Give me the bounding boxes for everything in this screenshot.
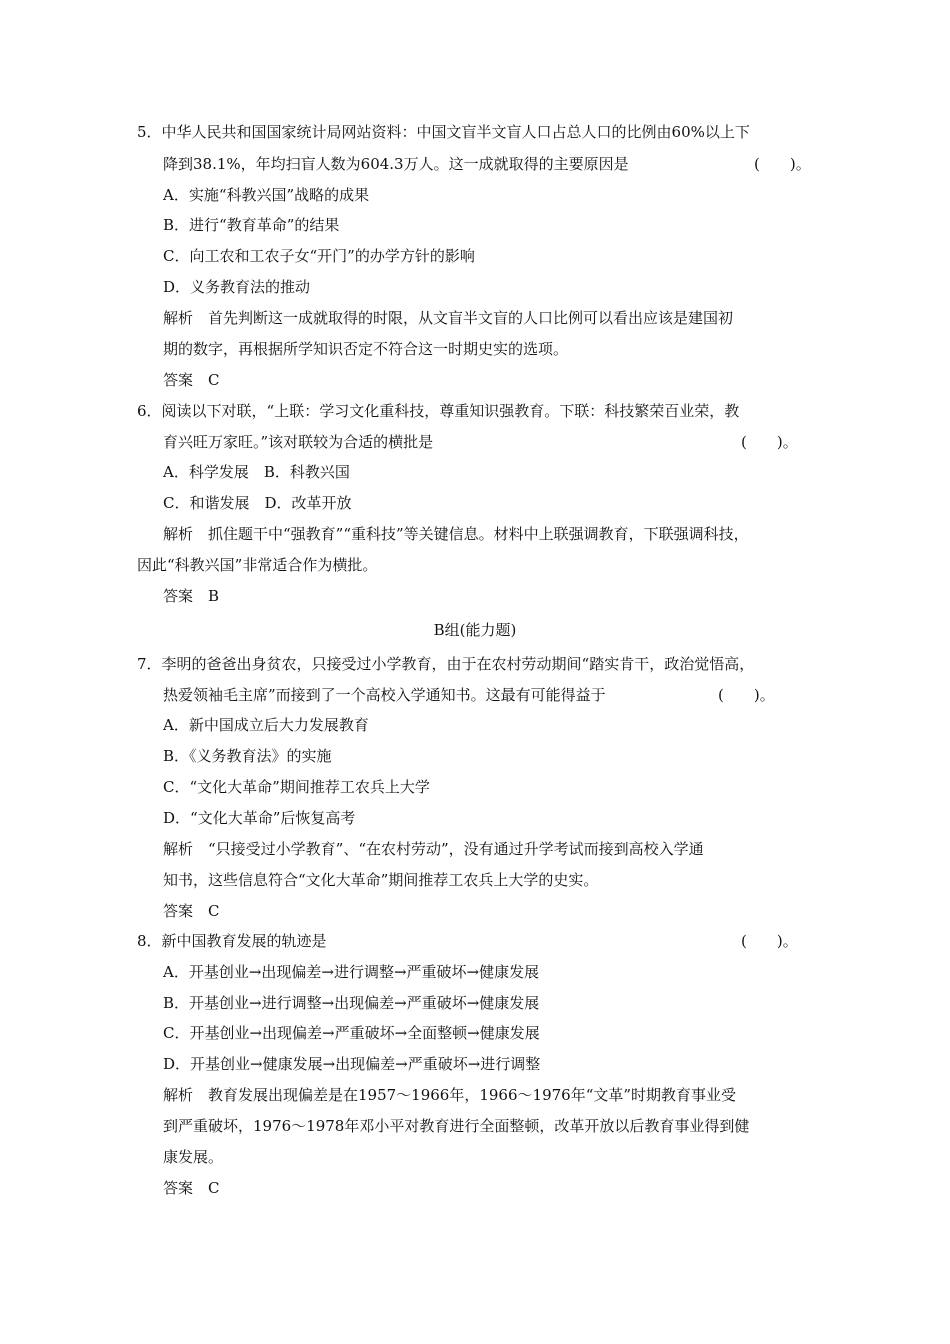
question-5-option-d: D．义务教育法的推动 (163, 278, 311, 296)
question-7-analysis-line-2: 知书，这些信息符合“文化大革命”期间推荐工农兵上大学的史实。 (163, 871, 599, 889)
question-5-analysis-line-2: 期的数字，再根据所学知识否定不符合这一时期史实的选项。 (163, 340, 569, 358)
question-5-answer-bracket: ( )。 (754, 155, 811, 173)
question-6-answer: 答案 B (163, 587, 220, 605)
question-6-stem-line-1: 6．阅读以下对联，“上联：学习文化重科技，尊重知识强教育。下联：科技繁荣百业荣，教 (137, 402, 740, 420)
question-7-option-c: C．“文化大革命”期间推荐工农兵上大学 (163, 778, 430, 796)
question-5-option-a: A．实施“科教兴国”战略的成果 (163, 186, 370, 204)
question-8-option-a: A．开基创业→出现偏差→进行调整→严重破坏→健康发展 (163, 963, 540, 981)
question-5-answer: 答案 C (163, 371, 220, 389)
question-5-option-c: C．向工农和工农子女“开门”的办学方针的影响 (163, 247, 475, 265)
question-7-option-a: A．新中国成立后大力发展教育 (163, 716, 369, 734)
question-8-answer-bracket: ( )。 (741, 932, 798, 950)
question-7-stem-line-2: 热爱领袖毛主席”而接到了一个高校入学通知书。这最有可能得益于 (163, 686, 606, 704)
question-6-options-row-2: C．和谐发展 D．改革开放 (163, 494, 352, 512)
question-8-stem: 8．新中国教育发展的轨迹是 (137, 932, 327, 950)
question-6-analysis-line-1: 解析 抓住题干中“强教育”“重科技”等关键信息。材料中上联强调教育，下联强调科技， (163, 525, 749, 543)
question-8-analysis-line-2: 到严重破坏，1976～1978年邓小平对教育进行全面整顿，改革开放以后教育事业得到健 (163, 1117, 750, 1135)
question-8-answer: 答案 C (163, 1179, 220, 1197)
question-8-option-c: C．开基创业→出现偏差→严重破坏→全面整顿→健康发展 (163, 1024, 540, 1042)
question-7-stem-line-1: 7．李明的爸爸出身贫农，只接受过小学教育，由于在农村劳动期间“踏实肯干，政治觉悟高， (137, 655, 755, 673)
question-7-answer-bracket: ( )。 (718, 686, 775, 704)
question-6-answer-bracket: ( )。 (741, 433, 798, 451)
question-5-stem-line-1: 5．中华人民共和国国家统计局网站资料：中国文盲半文盲人口占总人口的比例由60%以上下 (137, 123, 750, 141)
question-6-analysis-line-2: 因此“科教兴国”非常适合作为横批。 (137, 556, 378, 574)
question-5-analysis-line-1: 解析 首先判断这一成就取得的时限，从文盲半文盲的人口比例可以看出应该是建国初 (163, 309, 734, 327)
question-8-analysis-line-3: 康发展。 (163, 1148, 224, 1166)
question-7-analysis-line-1: 解析 “只接受过小学教育”、“在农村劳动”，没有通过升学考试而接到高校入学通 (163, 840, 704, 858)
question-7-option-b: B．《义务教育法》的实施 (163, 747, 332, 765)
question-6-options-row-1: A．科学发展 B．科教兴国 (163, 463, 350, 481)
question-6-stem-line-2: 育兴旺万家旺。”该对联较为合适的横批是 (163, 433, 434, 451)
question-7-answer: 答案 C (163, 902, 220, 920)
question-7-option-d: D．“文化大革命”后恢复高考 (163, 809, 356, 827)
question-8-option-d: D．开基创业→健康发展→出现偏差→严重破坏→进行调整 (163, 1055, 541, 1073)
section-heading: B组(能力题) (433, 621, 517, 639)
question-8-option-b: B．开基创业→进行调整→出现偏差→严重破坏→健康发展 (163, 994, 540, 1012)
question-5-stem-line-2: 降到38.1%，年均扫盲人数为604.3万人。这一成就取得的主要原因是 (163, 155, 629, 173)
question-8-analysis-line-1: 解析 教育发展出现偏差是在1957～1966年，1966～1976年“文革”时期教育事业受 (163, 1086, 737, 1104)
question-5-option-b: B．进行“教育革命”的结果 (163, 216, 340, 234)
